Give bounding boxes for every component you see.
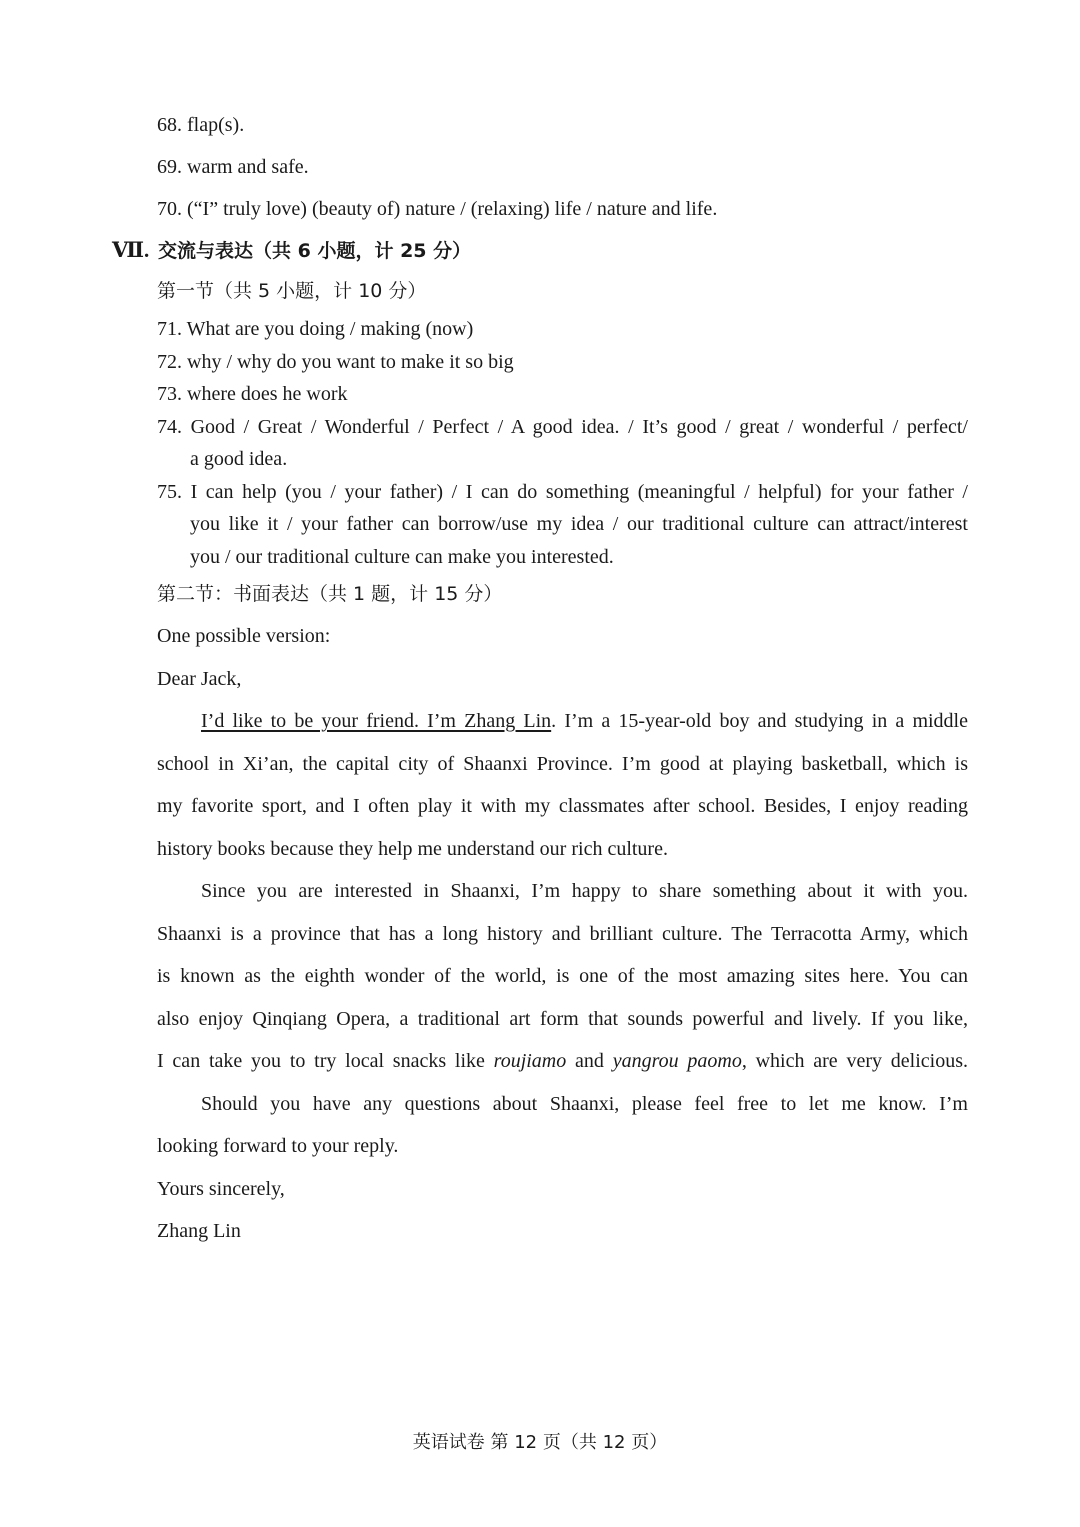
paragraph-1-line-1-rest: . I’m a 15-year-old boy and studying in a middle	[551, 710, 968, 732]
page-footer: 英语试卷 第 12 页（共 12 页）	[412, 1432, 668, 1453]
underlined-opening: I’d like to be your friend. I’m Zhang Lin	[201, 710, 552, 732]
answer-75-line-2: you like it / your father can borrow/use my idea / our traditional culture can attract/interest	[190, 513, 968, 535]
letter-paragraph-2-line-1: Since you are interested in Shaanxi, I’m happy to share something about it with you.	[201, 880, 968, 902]
letter-paragraph-2-line-4: also enjoy Qinqiang Opera, a traditional art form that sounds powerful and lively. If you like,	[157, 1008, 968, 1030]
letter-paragraph-1-line-4: history books because they help me understand our rich culture.	[157, 838, 668, 860]
letter-paragraph-3-line-2: looking forward to your reply.	[157, 1135, 399, 1157]
answer-75-line-1: 75. I can help (you / your father) / I can do something (meaningful / helpful) for your father /	[157, 481, 968, 503]
answer-69: 69. warm and safe.	[157, 156, 309, 178]
part-2-title: 第二节：书面表达（共 1 题，计 15 分）	[157, 583, 503, 605]
answer-75-line-3: you / our traditional culture can make you interested.	[190, 546, 614, 568]
answer-72: 72. why / why do you want to make it so big	[157, 351, 514, 373]
letter-paragraph-2-line-2: Shaanxi is a province that has a long history and brilliant culture. The Terracotta Army, which	[157, 923, 968, 945]
answer-74-line-2: a good idea.	[190, 448, 288, 470]
p2-line5-c: , which are very delicious.	[741, 1050, 968, 1072]
answer-73: 73. where does he work	[157, 383, 348, 405]
answer-70: 70. (“I” truly love) (beauty of) nature / (relaxing) life / nature and life.	[157, 198, 718, 220]
part-1-title: 第一节（共 5 小题，计 10 分）	[157, 280, 427, 302]
p2-line5-b: and	[566, 1050, 613, 1072]
letter-intro: One possible version:	[157, 625, 331, 647]
letter-paragraph-2-line-3: is known as the eighth wonder of the world, is one of the most amazing sites here. You can	[157, 965, 968, 987]
letter-paragraph-2-line-5	[157, 1049, 968, 1073]
section-7-numeral: Ⅶ.	[112, 238, 150, 262]
answer-71: 71. What are you doing / making (now)	[157, 318, 474, 340]
p2-line5-a: I can take you to try local snacks like	[157, 1050, 494, 1072]
letter-paragraph-1-line-2: school in Xi’an, the capital city of Shaanxi Province. I’m good at playing basketball, which is	[157, 753, 968, 775]
snack-yangrou-paomo: yangrou paomo	[612, 1050, 742, 1072]
letter-closing: Yours sincerely,	[157, 1178, 285, 1200]
letter-paragraph-3-line-1: Should you have any questions about Shaanxi, please feel free to let me know. I’m	[201, 1093, 968, 1115]
letter-signature: Zhang Lin	[157, 1220, 241, 1242]
letter-paragraph-1-line-1	[201, 709, 968, 733]
section-7-title: 交流与表达（共 6 小题，计 25 分）	[158, 240, 472, 262]
answer-74-line-1: 74. Good / Great / Wonderful / Perfect / A good idea. / It’s good / great / wonderful / perfect/	[157, 416, 968, 438]
letter-paragraph-1-line-3: my favorite sport, and I often play it with my classmates after school. Besides, I enjoy reading	[157, 795, 968, 817]
section-7-heading	[112, 237, 471, 264]
letter-greeting: Dear Jack,	[157, 668, 242, 690]
snack-roujiamo: roujiamo	[493, 1050, 567, 1072]
answer-68: 68. flap(s).	[157, 114, 245, 136]
